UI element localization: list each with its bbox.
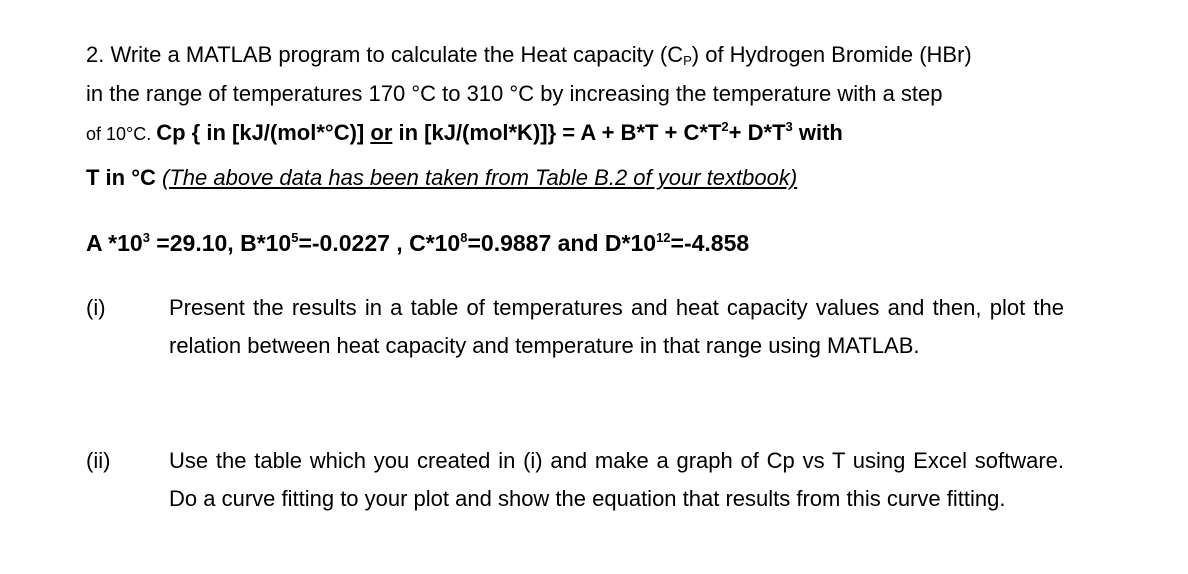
step-text: of 10°C. (86, 124, 157, 144)
cp-equation: in [kJ/(mol*K)]} = A + B*T + C*T (392, 120, 722, 145)
question-text-1: 2. Write a MATLAB program to calculate the Heat capacity (C (86, 42, 684, 67)
part-ii-label: (ii) (86, 448, 111, 473)
constants-line (86, 228, 749, 258)
question-line-4 (86, 163, 797, 193)
question-text-1-end: ) of Hydrogen Bromide (HBr) (691, 42, 972, 67)
or-word: or (370, 120, 393, 145)
temperature-unit-note: T in °C (86, 165, 163, 190)
cp-equation-d-term: + D*T (728, 120, 786, 145)
question-line-2: in the range of temperatures 170 °C to 310 °C by increasing the temperature with a step (86, 81, 943, 106)
cp-subscript: P (683, 53, 692, 68)
constant-c-label: =-0.0227 , C*10 (298, 230, 461, 256)
constant-b-exponent: 5 (291, 230, 299, 245)
constant-c-exponent: 8 (460, 230, 468, 245)
question-line-3 (86, 118, 843, 149)
with-word: with (792, 120, 843, 145)
source-note: (The above data has been taken from Table B.2 of your textbook) (162, 165, 798, 190)
part-ii-text: Use the table which you created in (i) and make a graph of Cp vs T using Excel software. Do a curve fitting to your plot and show the equation that results from this curve fitting. (169, 448, 1064, 511)
question-line-1 (86, 40, 972, 76)
part-i-label: (i) (86, 295, 106, 320)
exponent-3: 3 (785, 119, 793, 134)
constant-d-label: =0.9887 and D*10 (467, 230, 657, 256)
constant-a-label: A *10 (86, 230, 143, 256)
cp-units-1: Cp { in [kJ/(mol*°C)] (156, 120, 371, 145)
constant-a-exponent: 3 (142, 230, 150, 245)
constant-b-label: =29.10, B*10 (149, 230, 292, 256)
part-i-text: Present the results in a table of temperatures and heat capacity values and then, plot the relation between heat capacity and temperature in that range using MATLAB. (169, 295, 1064, 358)
constant-d-exponent: 12 (656, 230, 671, 245)
constant-d-value: =-4.858 (670, 230, 750, 256)
exponent-2: 2 (721, 119, 729, 134)
